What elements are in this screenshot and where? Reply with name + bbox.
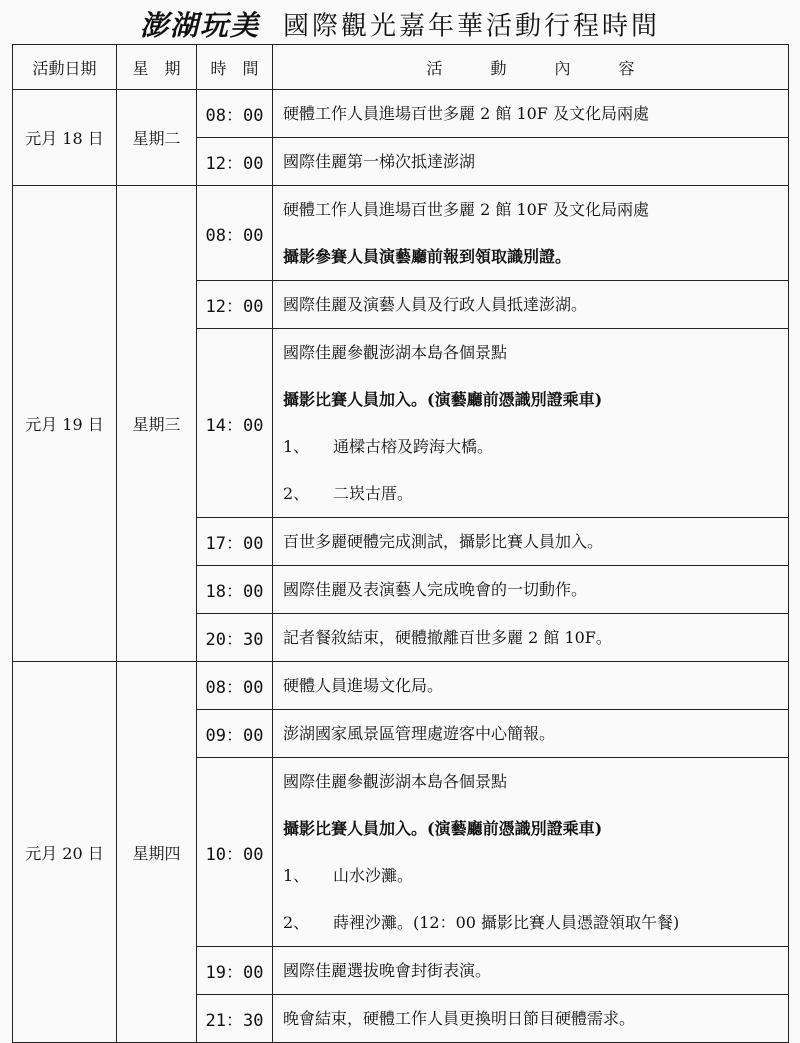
activity-cell bbox=[273, 138, 789, 186]
activity-line bbox=[283, 329, 788, 376]
activity-cell bbox=[273, 758, 789, 947]
activity-text: 國際佳麗參觀澎湖本島各個景點 bbox=[283, 343, 508, 362]
time-cell: 08：00 bbox=[197, 90, 273, 138]
activity-line bbox=[283, 233, 788, 280]
activity-line bbox=[283, 947, 788, 994]
activity-text: 通樑古榕及跨海大橋。 bbox=[333, 437, 494, 456]
schedule-table bbox=[12, 44, 789, 1043]
activity-list-item bbox=[283, 423, 788, 470]
activity-text: 晚會結束，硬體工作人員更換明日節目硬體需求。 bbox=[283, 1009, 636, 1028]
activity-text: 硬體人員進場文化局。 bbox=[283, 676, 444, 695]
activity-cell bbox=[273, 995, 789, 1043]
activity-line bbox=[283, 614, 788, 661]
time-cell: 09：00 bbox=[197, 710, 273, 758]
title-brand: 澎湖玩美 bbox=[139, 9, 260, 42]
list-number: 2、 bbox=[283, 913, 310, 932]
time-cell: 14：00 bbox=[197, 329, 273, 518]
time-cell: 17：00 bbox=[197, 518, 273, 566]
activity-line bbox=[283, 186, 788, 233]
activity-line bbox=[283, 805, 788, 852]
activity-cell bbox=[273, 710, 789, 758]
activity-text: 國際佳麗及表演藝人完成晚會的一切動作。 bbox=[283, 580, 588, 599]
activity-list-item bbox=[283, 470, 788, 517]
schedule-body bbox=[13, 90, 789, 1043]
activity-text: 國際佳麗參觀澎湖本島各個景點 bbox=[283, 772, 508, 791]
time-cell: 20：30 bbox=[197, 614, 273, 662]
activity-text: 攝影參賽人員演藝廳前報到領取識別證。 bbox=[283, 247, 572, 266]
activity-text: 蒔裡沙灘。(12：00 攝影比賽人員憑證領取午餐) bbox=[333, 913, 680, 932]
time-cell: 19：00 bbox=[197, 947, 273, 995]
activity-line bbox=[283, 662, 788, 709]
activity-text: 國際佳麗選拔晚會封街表演。 bbox=[283, 961, 492, 980]
time-cell: 08：00 bbox=[197, 662, 273, 710]
time-cell: 10：00 bbox=[197, 758, 273, 947]
activity-list-item bbox=[283, 852, 788, 899]
weekday-cell: 星期二 bbox=[117, 90, 197, 186]
activity-text: 記者餐敘結束，硬體撤離百世多麗 2 館 10F。 bbox=[283, 628, 612, 647]
date-cell: 元月 19 日 bbox=[13, 186, 117, 662]
header-day: 星 期 bbox=[117, 45, 197, 90]
time-cell: 12：00 bbox=[197, 281, 273, 329]
header-date: 活動日期 bbox=[13, 45, 117, 90]
activity-cell bbox=[273, 614, 789, 662]
date-cell: 元月 20 日 bbox=[13, 662, 117, 1043]
activity-line bbox=[283, 566, 788, 613]
table-row bbox=[13, 90, 789, 138]
activity-line bbox=[283, 376, 788, 423]
weekday-cell: 星期三 bbox=[117, 186, 197, 662]
activity-cell bbox=[273, 329, 789, 518]
page-title bbox=[0, 4, 800, 40]
time-cell: 18：00 bbox=[197, 566, 273, 614]
list-number: 1、 bbox=[283, 866, 310, 885]
header-time: 時 間 bbox=[197, 45, 273, 90]
activity-cell bbox=[273, 518, 789, 566]
activity-text: 百世多麗硬體完成測試，攝影比賽人員加入。 bbox=[283, 532, 604, 551]
list-number: 1、 bbox=[283, 437, 310, 456]
activity-cell bbox=[273, 281, 789, 329]
activity-text: 硬體工作人員進場百世多麗 2 館 10F 及文化局兩處 bbox=[283, 200, 649, 219]
activity-text: 攝影比賽人員加入。(演藝廳前憑識別證乘車) bbox=[283, 390, 603, 409]
activity-line bbox=[283, 758, 788, 805]
activity-text: 澎湖國家風景區管理處遊客中心簡報。 bbox=[283, 724, 556, 743]
activity-text: 攝影比賽人員加入。(演藝廳前憑識別證乘車) bbox=[283, 819, 603, 838]
activity-text: 二崁古厝。 bbox=[333, 484, 414, 503]
time-cell: 12：00 bbox=[197, 138, 273, 186]
table-row bbox=[13, 662, 789, 710]
activity-line bbox=[283, 138, 788, 185]
activity-text: 國際佳麗第一梯次抵達澎湖 bbox=[283, 152, 476, 171]
activity-line bbox=[283, 995, 788, 1042]
activity-line bbox=[283, 710, 788, 757]
title-main: 國際觀光嘉年華活動行程時間 bbox=[283, 11, 661, 42]
activity-text: 硬體工作人員進場百世多麗 2 館 10F 及文化局兩處 bbox=[283, 104, 649, 123]
header-content: 活 動 內 容 bbox=[273, 45, 789, 90]
activity-cell bbox=[273, 947, 789, 995]
activity-list-item bbox=[283, 899, 788, 946]
activity-line bbox=[283, 518, 788, 565]
time-cell: 21：30 bbox=[197, 995, 273, 1043]
activity-line bbox=[283, 90, 788, 137]
activity-line bbox=[283, 281, 788, 328]
activity-text: 山水沙灘。 bbox=[333, 866, 414, 885]
time-cell: 08：00 bbox=[197, 186, 273, 281]
activity-cell bbox=[273, 90, 789, 138]
list-number: 2、 bbox=[283, 484, 310, 503]
weekday-cell: 星期四 bbox=[117, 662, 197, 1043]
header-row bbox=[13, 45, 789, 90]
activity-text: 國際佳麗及演藝人員及行政人員抵達澎湖。 bbox=[283, 295, 588, 314]
activity-cell bbox=[273, 566, 789, 614]
activity-cell bbox=[273, 662, 789, 710]
table-row bbox=[13, 186, 789, 281]
date-cell: 元月 18 日 bbox=[13, 90, 117, 186]
activity-cell bbox=[273, 186, 789, 281]
